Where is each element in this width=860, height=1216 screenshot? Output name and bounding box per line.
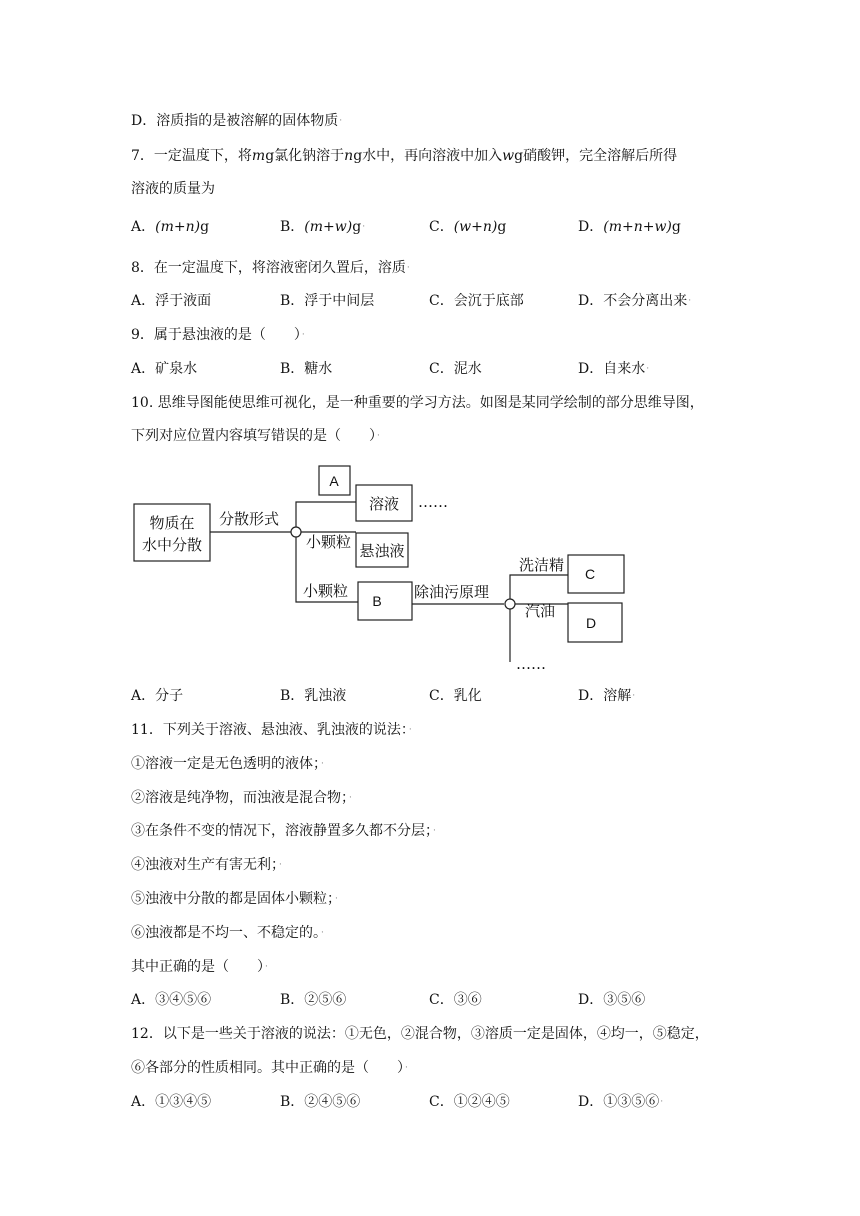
- q10-option-b: B．乳浊液: [280, 688, 347, 704]
- q11-statement-4: ④浊液对生产有害无利；·: [131, 857, 282, 873]
- principle-label: 除油污原理: [414, 583, 490, 601]
- q12-stem-line2: ⑥各部分的性质相同。其中正确的是（ ）·: [131, 1060, 408, 1076]
- gasoline-label: 汽油: [525, 602, 556, 620]
- box-c: [568, 555, 624, 593]
- q10-stem: 10. 思维导图能使思维可视化，是一种重要的学习方法。如图是某同学绘制的部分思维导图，: [131, 395, 704, 411]
- q9-option-d: D．自来水·: [578, 361, 650, 377]
- q9-stem: 9．属于悬浊液的是（ ）·: [131, 327, 305, 343]
- q12-option-a: A．①③④⑤: [131, 1094, 212, 1110]
- box-b-label: B: [372, 593, 382, 609]
- q7-option-d: D．(m+n+w)g: [578, 219, 681, 235]
- root-label-line1: 物质在: [149, 514, 195, 532]
- small-particle-label-2: 小颗粒: [303, 582, 349, 600]
- q8-option-d: D．不会分离出来·: [578, 293, 692, 309]
- small-particle-label-1: 小颗粒: [306, 533, 352, 551]
- q12-option-b: B．②④⑤⑥: [280, 1094, 361, 1110]
- q11-option-b: B．②⑤⑥: [280, 992, 347, 1008]
- q12-option-d: D．①③⑤⑥·: [578, 1094, 664, 1110]
- q8-options: [131, 291, 751, 311]
- q10-option-c: C．乳化: [429, 688, 482, 704]
- branch-node-2: [505, 599, 515, 609]
- q7-option-c: C．(w+n)g: [429, 219, 507, 235]
- branch-label: 分散形式: [219, 510, 280, 528]
- q8-stem: 8．在一定温度下，将溶液密闭久置后，溶质·: [131, 260, 410, 276]
- q11-statement-1: ①溶液一定是无色透明的液体；·: [131, 756, 324, 772]
- q10-option-d: D．溶解·: [578, 688, 636, 704]
- q12-option-c: C．①②④⑤: [429, 1094, 510, 1110]
- q8-option-a: A．浮于液面: [131, 293, 212, 309]
- root-label-line2: 水中分散: [141, 536, 203, 554]
- q7-option-b: B．(m+w)g·: [280, 219, 366, 235]
- q10-option-a: A．分子: [131, 688, 184, 704]
- solution-label: 溶液: [368, 495, 400, 513]
- q9-options: [131, 359, 751, 379]
- q12-stem: 12．以下是一些关于溶液的说法：①无色，②混合物，③溶质一定是固体，④均一，⑤稳定，: [131, 1026, 709, 1042]
- mind-map-diagram: [131, 462, 641, 674]
- q11-statement-3: ③在条件不变的情况下，溶液静置多久都不分层；·: [131, 823, 436, 839]
- q8-option-b: B．浮于中间层: [280, 293, 375, 309]
- q10-stem-line2: 下列对应位置内容填写错误的是（ ）·: [131, 428, 380, 444]
- detergent-label: 洗洁精: [519, 556, 565, 574]
- q6-option-d: D．溶质指的是被溶解的固体物质·: [131, 113, 343, 129]
- q10-options: [131, 686, 751, 706]
- q7-option-a: A．(m+n)g: [131, 219, 210, 235]
- q11-option-c: C．③⑥: [429, 992, 482, 1008]
- box-c-label: C: [584, 566, 596, 582]
- q9-option-a: A．矿泉水: [131, 361, 198, 377]
- q11-question: 其中正确的是（ ）·: [131, 959, 268, 975]
- box-a-label: A: [329, 473, 339, 489]
- q11-option-d: D．③⑤⑥: [578, 992, 646, 1008]
- q7-stem-line2: 溶液的质量为: [131, 181, 215, 197]
- q7-stem: 7．一定温度下，将mg氯化钠溶于ng水中，再向溶液中加入wg硝酸钾，完全溶解后所得: [131, 148, 678, 164]
- q9-option-c: C．泥水: [429, 361, 482, 377]
- suspension-label: 悬浊液: [359, 542, 405, 560]
- q8-option-c: C．会沉于底部: [429, 293, 524, 309]
- ellipsis-2: ……: [516, 655, 546, 673]
- branch-node-1: [291, 527, 301, 537]
- box-b: [358, 582, 412, 620]
- q11-statement-5: ⑤浊液中分散的都是固体小颗粒；·: [131, 891, 338, 907]
- q11-stem: 11．下列关于溶液、悬浊液、乳浊液的说法：·: [131, 722, 412, 738]
- q11-option-a: A．③④⑤⑥: [131, 992, 212, 1008]
- q7-options: [131, 217, 751, 237]
- q11-options: [131, 990, 751, 1010]
- q12-options: [131, 1092, 751, 1112]
- q11-statement-2: ②溶液是纯净物，而浊液是混合物；·: [131, 790, 352, 806]
- ellipsis-1: ……: [418, 493, 448, 511]
- q11-statement-6: ⑥浊液都是不均一、不稳定的。·: [131, 925, 324, 941]
- box-d-label: D: [585, 615, 597, 631]
- q9-option-b: B．糖水: [280, 361, 333, 377]
